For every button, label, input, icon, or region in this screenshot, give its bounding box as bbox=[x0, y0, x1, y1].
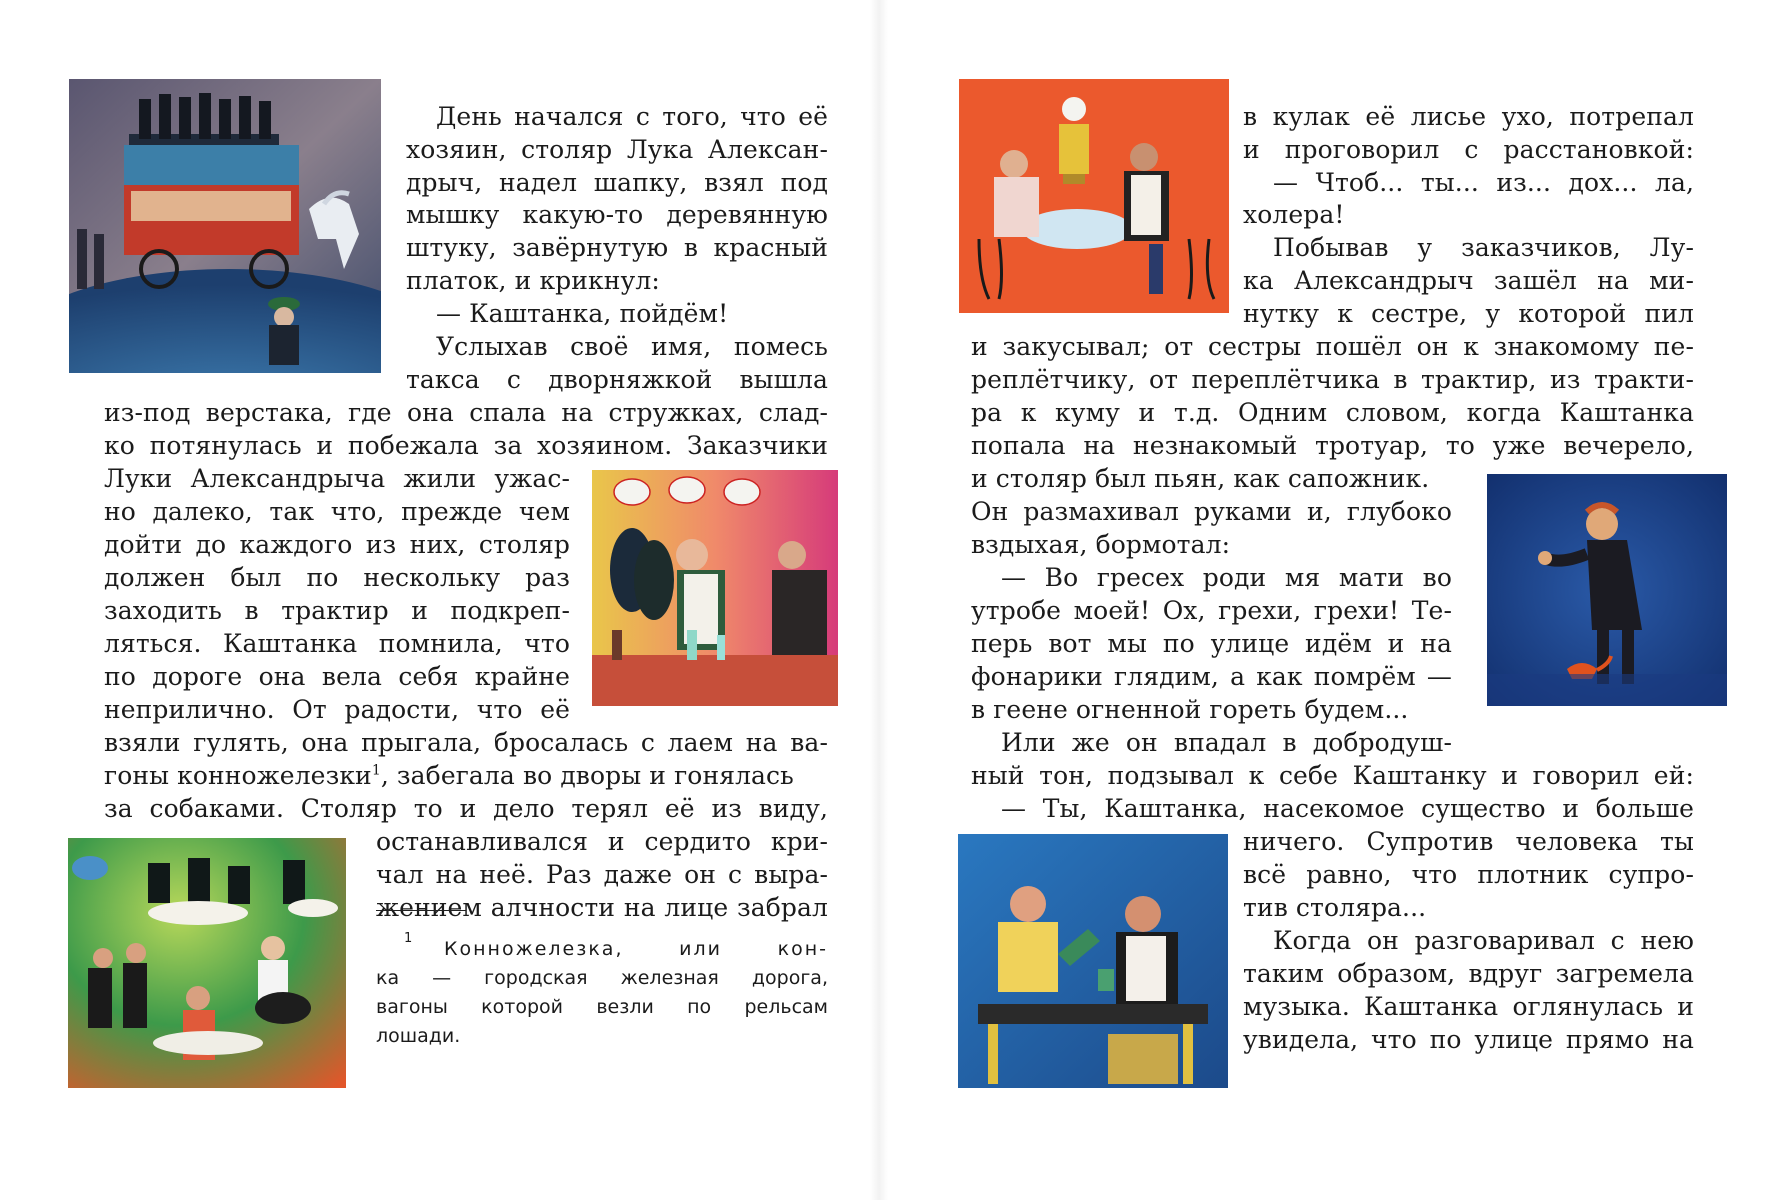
text-line: Побывав у заказчиков, Лу- bbox=[1273, 233, 1694, 262]
text-line: дойти до каждого из них, столяр bbox=[104, 530, 570, 559]
text-line-with-footnote bbox=[104, 759, 828, 792]
text-line: фонарики глядим, а как помрём — bbox=[971, 662, 1452, 691]
text-line: ра к куму и т.д. Одним словом, когда Каштанка bbox=[971, 398, 1694, 427]
text-line: попала на незнакомый тротуар, то уже вечерело, bbox=[971, 431, 1694, 460]
right-page bbox=[880, 0, 1779, 1200]
illustration-man-with-fox bbox=[1487, 474, 1727, 706]
illustration-tea-samovar bbox=[959, 79, 1229, 313]
footnote-rule bbox=[376, 910, 466, 911]
footnote-line: вагоны которой везли по рельсам bbox=[376, 996, 828, 1018]
text-line: и проговорил с расстановкой: bbox=[1243, 135, 1694, 164]
text-line: ко потянулась и побежала за хозяином. Заказчики bbox=[104, 431, 828, 460]
text-line: увидела, что по улице прямо на bbox=[1243, 1025, 1694, 1054]
text-line: ничего. Супротив человека ты bbox=[1243, 827, 1694, 856]
text-line: по дороге она вела себя крайне bbox=[104, 662, 570, 691]
text-line: Когда он разговаривал с нею bbox=[1273, 926, 1694, 955]
text-line: такса с дворняжкой вышла bbox=[406, 365, 828, 394]
footnote-line: ка — городская железная дорога, bbox=[376, 967, 828, 989]
text-line: — Ты, Каштанка, насекомое существо и больше bbox=[1001, 794, 1694, 823]
text-line: должен был по нескольку раз bbox=[104, 563, 570, 592]
text-line: холера! bbox=[1243, 200, 1345, 229]
text-line: вздыхая, бормотал: bbox=[971, 530, 1231, 559]
text-line: но далеко, так что, прежде чем bbox=[104, 497, 570, 526]
footnote-line: лошади. bbox=[376, 1025, 461, 1047]
text-line: День начался с того, что её bbox=[436, 102, 828, 131]
text-line: из-под верстака, где она спала на стружках, слад- bbox=[104, 398, 828, 427]
text-line: мышку какую-то деревянную bbox=[406, 200, 828, 229]
text-line: взяли гулять, она прыгала, бросалась с лаем на ва- bbox=[104, 728, 828, 757]
text-line: платок, и крикнул: bbox=[406, 266, 660, 295]
text-line: за собаками. Столяр то и дело терял её из виду, bbox=[104, 794, 828, 823]
text-line: неприлично. От радости, что её bbox=[104, 695, 570, 724]
text-line: таким образом, вдруг загремела bbox=[1243, 959, 1694, 988]
text-line: Услыхав своё имя, помесь bbox=[436, 332, 828, 361]
footnote-line: Конножелезка, или кон- bbox=[444, 938, 828, 960]
illustration-horse-tram bbox=[69, 79, 381, 373]
left-page bbox=[0, 0, 880, 1200]
text-line: музыка. Каштанка оглянулась и bbox=[1243, 992, 1694, 1021]
text-line: — Каштанка, пойдём! bbox=[436, 299, 729, 328]
text-line: ляться. Каштанка помнила, что bbox=[104, 629, 570, 658]
text-line: штуку, завёрнутую в красный bbox=[406, 233, 828, 262]
text-line: Или же он впадал в добродуш- bbox=[1001, 728, 1452, 757]
text-line: ка Александрыч зашёл на ми- bbox=[1243, 266, 1694, 295]
text-line: — Во гресех роди мя мати во bbox=[1001, 563, 1452, 592]
illustration-green-tavern bbox=[68, 838, 346, 1088]
text-line: всё равно, что плотник супро- bbox=[1243, 860, 1694, 889]
text-line: останавливался и сердито кри- bbox=[376, 827, 828, 856]
footnote-marker-label: 1 bbox=[404, 931, 413, 946]
text-line: Луки Александрыча жили ужас- bbox=[104, 464, 570, 493]
text-line: дрыч, надел шапку, взял под bbox=[406, 168, 828, 197]
text-line: и закусывал; от сестры пошёл он к знакомому пе- bbox=[971, 332, 1694, 361]
text-line: ный тон, подзывал к себе Каштанку и говорил ей: bbox=[971, 761, 1694, 790]
text-line: заходить в трактир и подкреп- bbox=[104, 596, 570, 625]
text-line: нутку к сестре, у которой пил bbox=[1243, 299, 1694, 328]
text-line: чал на неё. Раз даже он с выра- bbox=[376, 860, 828, 889]
text-line: в кулак её лисье ухо, потрепал bbox=[1243, 102, 1694, 131]
text-line: — Чтоб... ты... из... дох... ла, bbox=[1273, 168, 1694, 197]
text-fragment: , забегала во дворы и гонялась bbox=[380, 761, 794, 790]
text-line: в геене огненной гореть будем... bbox=[971, 695, 1409, 724]
text-line: Он размахивал руками и, глубоко bbox=[971, 497, 1452, 526]
footnote-marker[interactable]: 1 bbox=[371, 762, 381, 779]
illustration-tavern-bar bbox=[592, 470, 838, 706]
text-line: реплётчику, от переплётчика в трактир, из тракти- bbox=[971, 365, 1694, 394]
text-line: утробе моей! Ох, грехи, грехи! Те- bbox=[971, 596, 1452, 625]
text-line: и столяр был пьян, как сапожник. bbox=[971, 464, 1430, 493]
text-line: хозяин, столяр Лука Алексан- bbox=[406, 135, 828, 164]
text-fragment: гоны конножелезки bbox=[104, 761, 372, 790]
text-line: жением алчности на лице забрал bbox=[376, 893, 828, 922]
text-line: тив столяра... bbox=[1243, 893, 1427, 922]
text-line: перь вот мы по улице идём и на bbox=[971, 629, 1452, 658]
illustration-men-drinking bbox=[958, 834, 1228, 1088]
